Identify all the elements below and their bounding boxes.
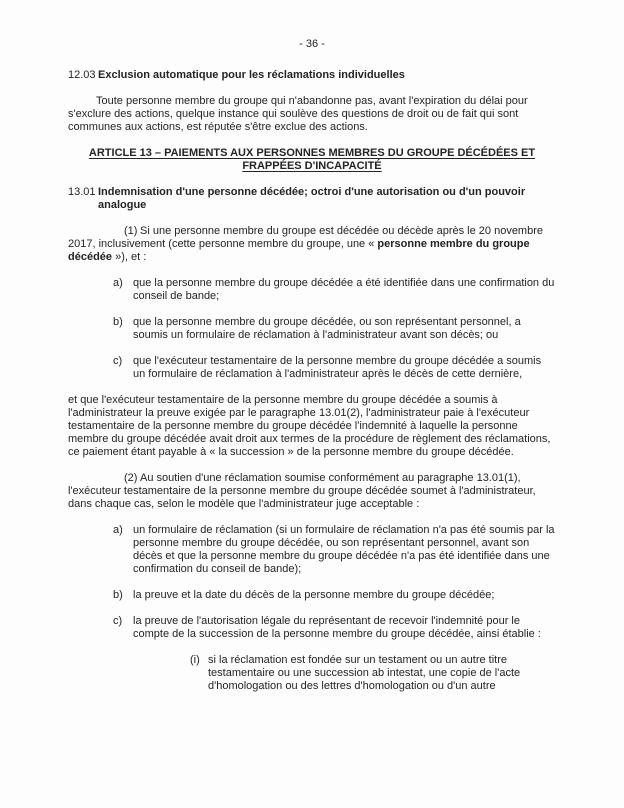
list-item-text: que l'exécuteur testamentaire de la personne membre du groupe décédée a soumis un formulaire de réclamation à l'administrateur après le décès de cette dernière, <box>133 355 542 380</box>
defined-term: personne membre du groupe décédée <box>68 238 530 263</box>
list-item-c <box>68 355 556 381</box>
page-number: - 36 - <box>299 38 325 50</box>
list-item-b <box>68 316 556 342</box>
list-item-label: c) <box>113 355 123 367</box>
list-item-label: b) <box>113 316 123 328</box>
section-title: Indemnisation d'une personne décédée; octroi d'une autorisation ou d'un pouvoir analogue <box>98 186 526 211</box>
list-item-label: c) <box>113 615 123 627</box>
paragraph-number: (2) <box>124 472 138 484</box>
article-13-heading-line-1: ARTICLE 13 – PAIEMENTS AUX PERSONNES MEMBRES DU GROUPE DÉCÉDÉES ET <box>88 147 536 159</box>
section-number: 13.01 <box>68 186 96 198</box>
paragraph-number: (1) <box>124 225 138 237</box>
article-13-heading <box>68 147 556 173</box>
paragraph-text: »), et : <box>112 251 147 263</box>
paragraph-13-01-1 <box>68 225 556 264</box>
list-item-a <box>68 277 556 303</box>
section-12-03-body: Toute personne membre du groupe qui n'abandonne pas, avant l'expiration du délai pour s'exclure des actions, quelque instance qui soulève des questions de droit ou de fait qui sont communes aux actions, est réputée s'être exclue des actions. <box>68 95 528 133</box>
section-12-03-heading <box>68 69 556 82</box>
list-item-label: b) <box>113 589 123 601</box>
list-item-text: que la personne membre du groupe décédée a été identifiée dans une confirmation du conseil de bande; <box>133 277 555 302</box>
list-item-a <box>68 524 556 576</box>
list-item-text: la preuve et la date du décès de la personne membre du groupe décédée; <box>133 589 495 601</box>
paragraph-text: Si une personne membre du groupe est décédée ou décède après le 20 novembre 2017, inclusivement (cette personne membre du groupe, une « <box>68 225 543 250</box>
article-13-heading-line-2: FRAPPÉES D'INCAPACITÉ <box>242 160 382 172</box>
list-item-text: un formulaire de réclamation (si un formulaire de réclamation n'a pas été soumis par la personne membre du groupe décédée, ou son représentant personnel, avant son décès et que la personne membre du groupe décédée n'a pas été identifiée dans une confirmation du conseil de bande); <box>133 524 555 575</box>
list-item-text: si la réclamation est fondée sur un testament ou un autre titre testamentaire ou une succession ab intestat, une copie de l'acte d'homologation ou des lettres d'homologation ou d'un autre <box>208 654 521 692</box>
paragraph-text: Au soutien d'une réclamation soumise conformément au paragraphe 13.01(1), l'exécuteur testamentaire de la personne membre du groupe décédée soumet à l'administrateur, dans chaque cas, selon le modèle que l'administrateur juge acceptable : <box>68 472 536 510</box>
list-item-b <box>68 589 556 602</box>
paragraph-13-01-2 <box>68 472 556 511</box>
section-13-01-heading <box>68 186 556 212</box>
sub-list-item-i <box>68 654 556 693</box>
list-item-c <box>68 615 556 641</box>
paragraph-13-01-1-closing: et que l'exécuteur testamentaire de la personne membre du groupe décédée a soumis à l'administrateur la preuve exigée par le paragraphe 13.01(2), l'administrateur paie à l'exécuteur testamentaire de la personne membre du groupe décédée l'indemnité à laquelle la personne membre du groupe décédée avait droit aux termes de la procédure de règlement des réclamations, ce paiement étant payable à « la succession » de la personne membre du groupe décédée. <box>68 394 551 458</box>
list-item-label: (i) <box>190 654 200 666</box>
section-title: Exclusion automatique pour les réclamations individuelles <box>98 69 405 81</box>
list-item-text: la preuve de l'autorisation légale du représentant de recevoir l'indemnité pour le compte de la succession de la personne membre du groupe décédée, ainsi établie : <box>133 615 541 640</box>
list-item-text: que la personne membre du groupe décédée, ou son représentant personnel, a soumis un formulaire de réclamation à l'administrateur avant son décès; ou <box>133 316 521 341</box>
list-item-label: a) <box>113 524 123 536</box>
section-number: 12.03 <box>68 69 96 81</box>
list-item-label: a) <box>113 277 123 289</box>
